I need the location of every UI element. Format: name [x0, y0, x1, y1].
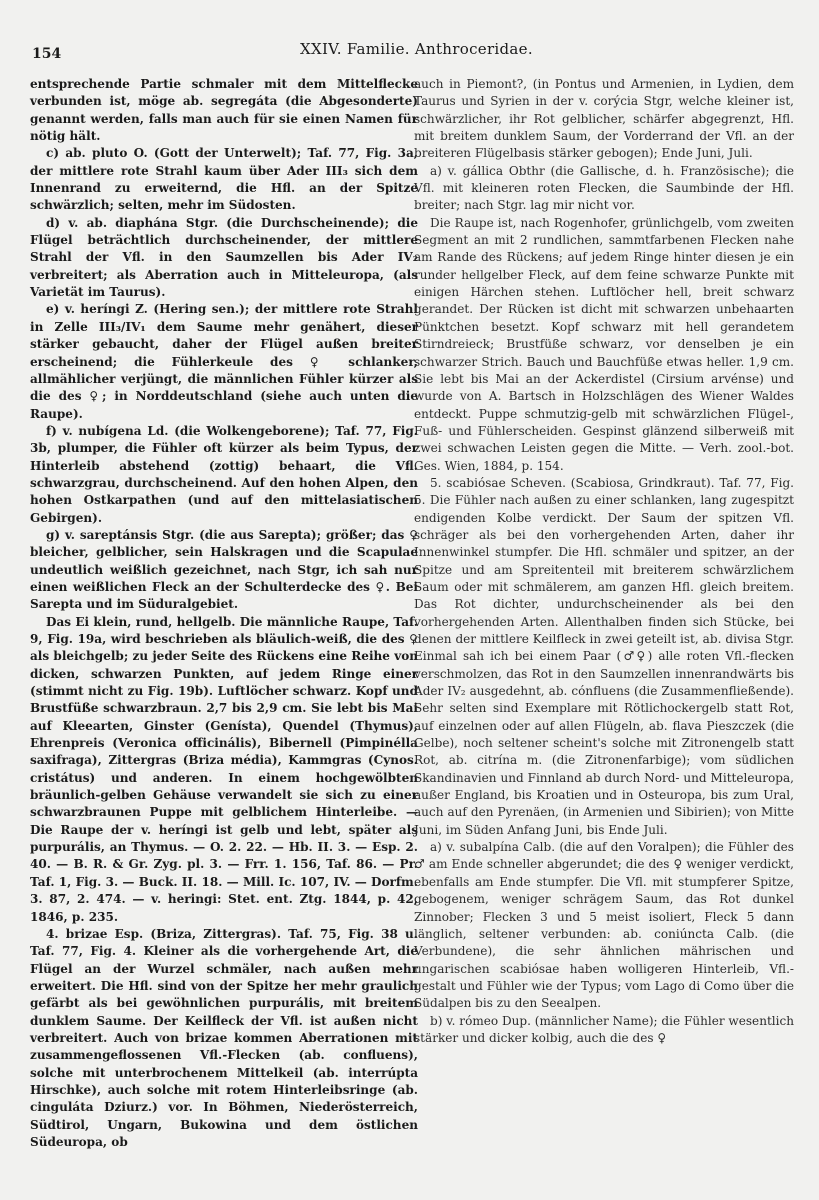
paragraph: a) v. subalpína Calb. (die auf den Voralpen); die Fühler des ♂ am Ende schneller abgerundet; die des ♀ weniger verdickt, ebenfalls am Ende stumpfer. Die Vfl. mit stumpferer Spitze, gebogenem, weniger schrägem Saum, das Rot dunkel Zinnober; Flecken 3 und 5 meist isoliert, Fleck 5 dann länglich, seltener verbunden: ab. coniúncta Calb. (die Verbundene), die sehr ähnlichen mährischen und ungarischen scabiósae haben wolligeren Hinterleib, Vfl.-gestalt und Fühler wie der Typus; vom Lago di Como über die Südalpen bis zu den Seealpen.	[414, 840, 794, 1011]
page-header	[0, 0, 819, 70]
species-entry-brizae: 4. brizae Esp. (Briza, Zittergras). Taf. 75, Fig. 38 u. Taf. 77, Fig. 4. Kleiner als die vorhergehende Art, die Flügel an der Wurzel schmäler, nach außen mehr erweitert. Die Hfl. sind von der Spitze her mehr graulich gefärbt als bei gewöhnlichen purpurális, mit breitem dunklem Saume. Der Keilfleck der Vfl. ist außen nicht verbreitert. Auch von brizae kommen Aberrationen mit zusammengeflossenen Vfl.-Flecken (ab. confluens), solche mit unterbrochenem Mittelkeil (ab. interrúpta Hirschke), auch solche mit rotem Hinterleibsringe (ab. cinguláta Dziurz.) vor. In Böhmen, Niederösterreich, Südtirol, Ungarn, Bukowina und dem östlichen Südeuropa, ob	[30, 926, 418, 1149]
left-column	[30, 76, 418, 1151]
paragraph: g) v. sareptánsis Stgr. (die aus Sarepta); größer; das ♀ bleicher, gelblicher, sein Halskragen und die Scapulae undeutlich weißlich gezeichnet, nach Stgr, ich sah nur einen weißlichen Fleck an der Schulterdecke des ♀. Bei Sarepta und im Süduralgebiet.	[30, 527, 418, 612]
paragraph: a) v. gállica Obthr (die Gallische, d. h. Französische); die Vfl. mit kleineren roten Flecken, die Saumbinde der Hfl. breiter; nach Stgr. lag mir nicht vor.	[414, 163, 794, 213]
page-number: 154	[32, 46, 62, 62]
right-column	[414, 76, 794, 1047]
paragraph: entsprechende Partie schmaler mit dem Mittelflecke verbunden ist, möge ab. segregáta (die Abgesonderte) genannt werden, falls man auch für sie einen Namen für nötig hält.	[30, 77, 418, 144]
paragraph: b) v. rómeo Dup. (männlicher Name); die Fühler wesentlich stärker und dicker kolbig, auch die des ♀	[414, 1013, 794, 1045]
paragraph: f) v. nubígena Ld. (die Wolkengeborene); Taf. 77, Fig. 3b, plumper, die Fühler oft kürzer als beim Typus, der Hinterleib abstehend (zottig) behaart, die Vfl. schwarzgrau, durchscheinend. Auf den hohen Alpen, den hohen Ostkarpathen (und auf den mittelasiatischen Gebirgen).	[30, 423, 418, 525]
paragraph: Das Ei klein, rund, hellgelb. Die männliche Raupe, Taf. 9, Fig. 19a, wird beschrieben als bläulich-weiß, die des ♀ als bleichgelb; zu jeder Seite des Rückens eine Reihe von dicken, schwarzen Punkten, auf jedem Ringe einer (stimmt nicht zu Fig. 19b). Luftlöcher schwarz. Kopf und Brustfüße schwarzbraun. 2,7 bis 2,9 cm. Sie lebt bis Mai auf Kleearten, Ginster (Genísta), Quendel (Thymus), Ehrenpreis (Veronica officinális), Bibernell (Pimpinélla saxifraga), Zittergras (Briza média), Kammgras (Cynos. cristátus) und anderen. In einem hochgewölbten bräunlich-gelben Gehäuse verwandelt sie sich zu einer schwarzbraunen Puppe mit gelblichem Hinterleibe. — Die Raupe der v. heríngi ist gelb und lebt, später als purpurális, an Thymus. — O. 2. 22. — Hb. II. 3. — Esp. 2. 40. — B. R. & Gr. Zyg. pl. 3. — Frr. 1. 156, Taf. 86. — Pr. Taf. 1, Fig. 3. — Buck. II. 18. — Mill. Ic. 107, IV. — Dorfm. 3. 87, 2. 474. — v. heringi: Stet. ent. Ztg. 1844, p. 42, 1846, p. 235.	[30, 614, 418, 924]
paragraph: c) ab. pluto O. (Gott der Unterwelt); Taf. 77, Fig. 3a, der mittlere rote Strahl kaum über Ader III₃ sich dem Innenrand zu erweiternd, die Hfl. an der Spitze schwärzlich; selten, mehr im Südosten.	[30, 146, 418, 213]
running-head: XXIV. Familie. Anthroceridae.	[300, 40, 533, 58]
paragraph: Die Raupe ist, nach Rogenhofer, grünlichgelb, vom zweiten Segment an mit 2 rundlichen, sammtfarbenen Flecken nahe am Rande des Rückens; auf jedem Ringe hinter diesen je ein runder hellgelber Fleck, auf dem feine schwarze Punkte mit einigen Härchen stehen. Luftlöcher hell, breit schwarz gerandet. Der Rücken ist dicht mit schwarzen unbehaarten Pünktchen besetzt. Kopf schwarz mit hell gerandetem Stirndreieck; Brustfüße schwarz, vor denselben je ein schwarzer Strich. Bauch und Bauchfüße etwas heller. 1,9 cm. Sie lebt bis Mai an der Ackerdistel (Cirsium arvénse) und wurde von A. Bartsch in Holzschlägen des Wiener Waldes entdeckt. Puppe schmutzig-gelb mit schwärzlichen Flügel-, Fuß- und Fühlerscheiden. Gespinst glänzend silberweiß mit zwei schwachen Leisten gegen die Mitte. — Verh. zool.-bot. Ges. Wien, 1884, p. 154.	[414, 215, 794, 473]
species-entry-scabiosae: 5. scabiósae Scheven. (Scabiosa, Grindkraut). Taf. 77, Fig. 5. Die Fühler nach außen zu einer schlanken, lang zugespitzt endigenden Kolbe verdickt. Der Saum der spitzen Vfl. schräger als bei den vorhergehenden Arten, daher ihr Innenwinkel stumpfer. Die Hfl. schmäler und spitzer, an der Spitze und am Spreitenteil mit breiterem schwärzlichem Saum oder mit schmälerem, am ganzen Hfl. gleich breitem. Das Rot dichter, undurchscheinender als bei den vorhergehenden Arten. Allenthalben finden sich Stücke, bei denen der mittlere Keilfleck in zwei geteilt ist, ab. divisa Stgr. Einmal sah ich bei einem Paar (♂♀) alle roten Vfl.-flecken verschmolzen, das Rot in den Saumzellen innenrandwärts bis Ader IV₂ ausgedehnt, ab. cónfluens (die Zusammenfließende). Sehr selten sind Exemplare mit Rötlichockergelb statt Rot, auf einzelnen oder auf allen Flügeln, ab. flava Pieszczek (die Gelbe), noch seltener scheint's solche mit Zitronengelb statt Rot, ab. citrína m. (die Zitronenfarbige); vom südlichen Skandinavien und Finnland ab durch Nord- und Mitteleuropa, außer England, bis Kroatien und in Osteuropa, bis zum Ural, auch auf den Pyrenäen, (in Armenien und Sibirien); von Mitte Juni, im Süden Anfang Juni, bis Ende Juli.	[414, 475, 794, 837]
paragraph: e) v. heríngi Z. (Hering sen.); der mittlere rote Strahl in Zelle III₃/IV₁ dem Saume mehr genähert, dieser stärker gebaucht, daher der Flügel außen breiter erscheinend; die Fühlerkeule des ♀ schlanker, allmählicher verjüngt, die männlichen Fühler kürzer als die des ♀; in Norddeutschland (siehe auch unten die Raupe).	[30, 302, 418, 421]
paragraph: auch in Piemont?, (in Pontus und Armenien, in Lydien, dem Taurus und Syrien in der v. corýcia Stgr, welche kleiner ist, schwärzlicher, ihr Rot gelblicher, schärfer abgegrenzt, Hfl. mit breitem dunklem Saum, der Vorderrand der Vfl. an der breiteren Flügelbasis stärker gebogen); Ende Juni, Juli.	[414, 77, 794, 161]
paragraph: d) v. ab. diaphána Stgr. (die Durchscheinende); die Flügel beträchtlich durchscheinender, der mittlere Strahl der Vfl. in den Saumzellen bis Ader IV₂ verbreitert; als Aberration auch in Mitteleuropa, (als Varietät im Taurus).	[30, 215, 418, 300]
